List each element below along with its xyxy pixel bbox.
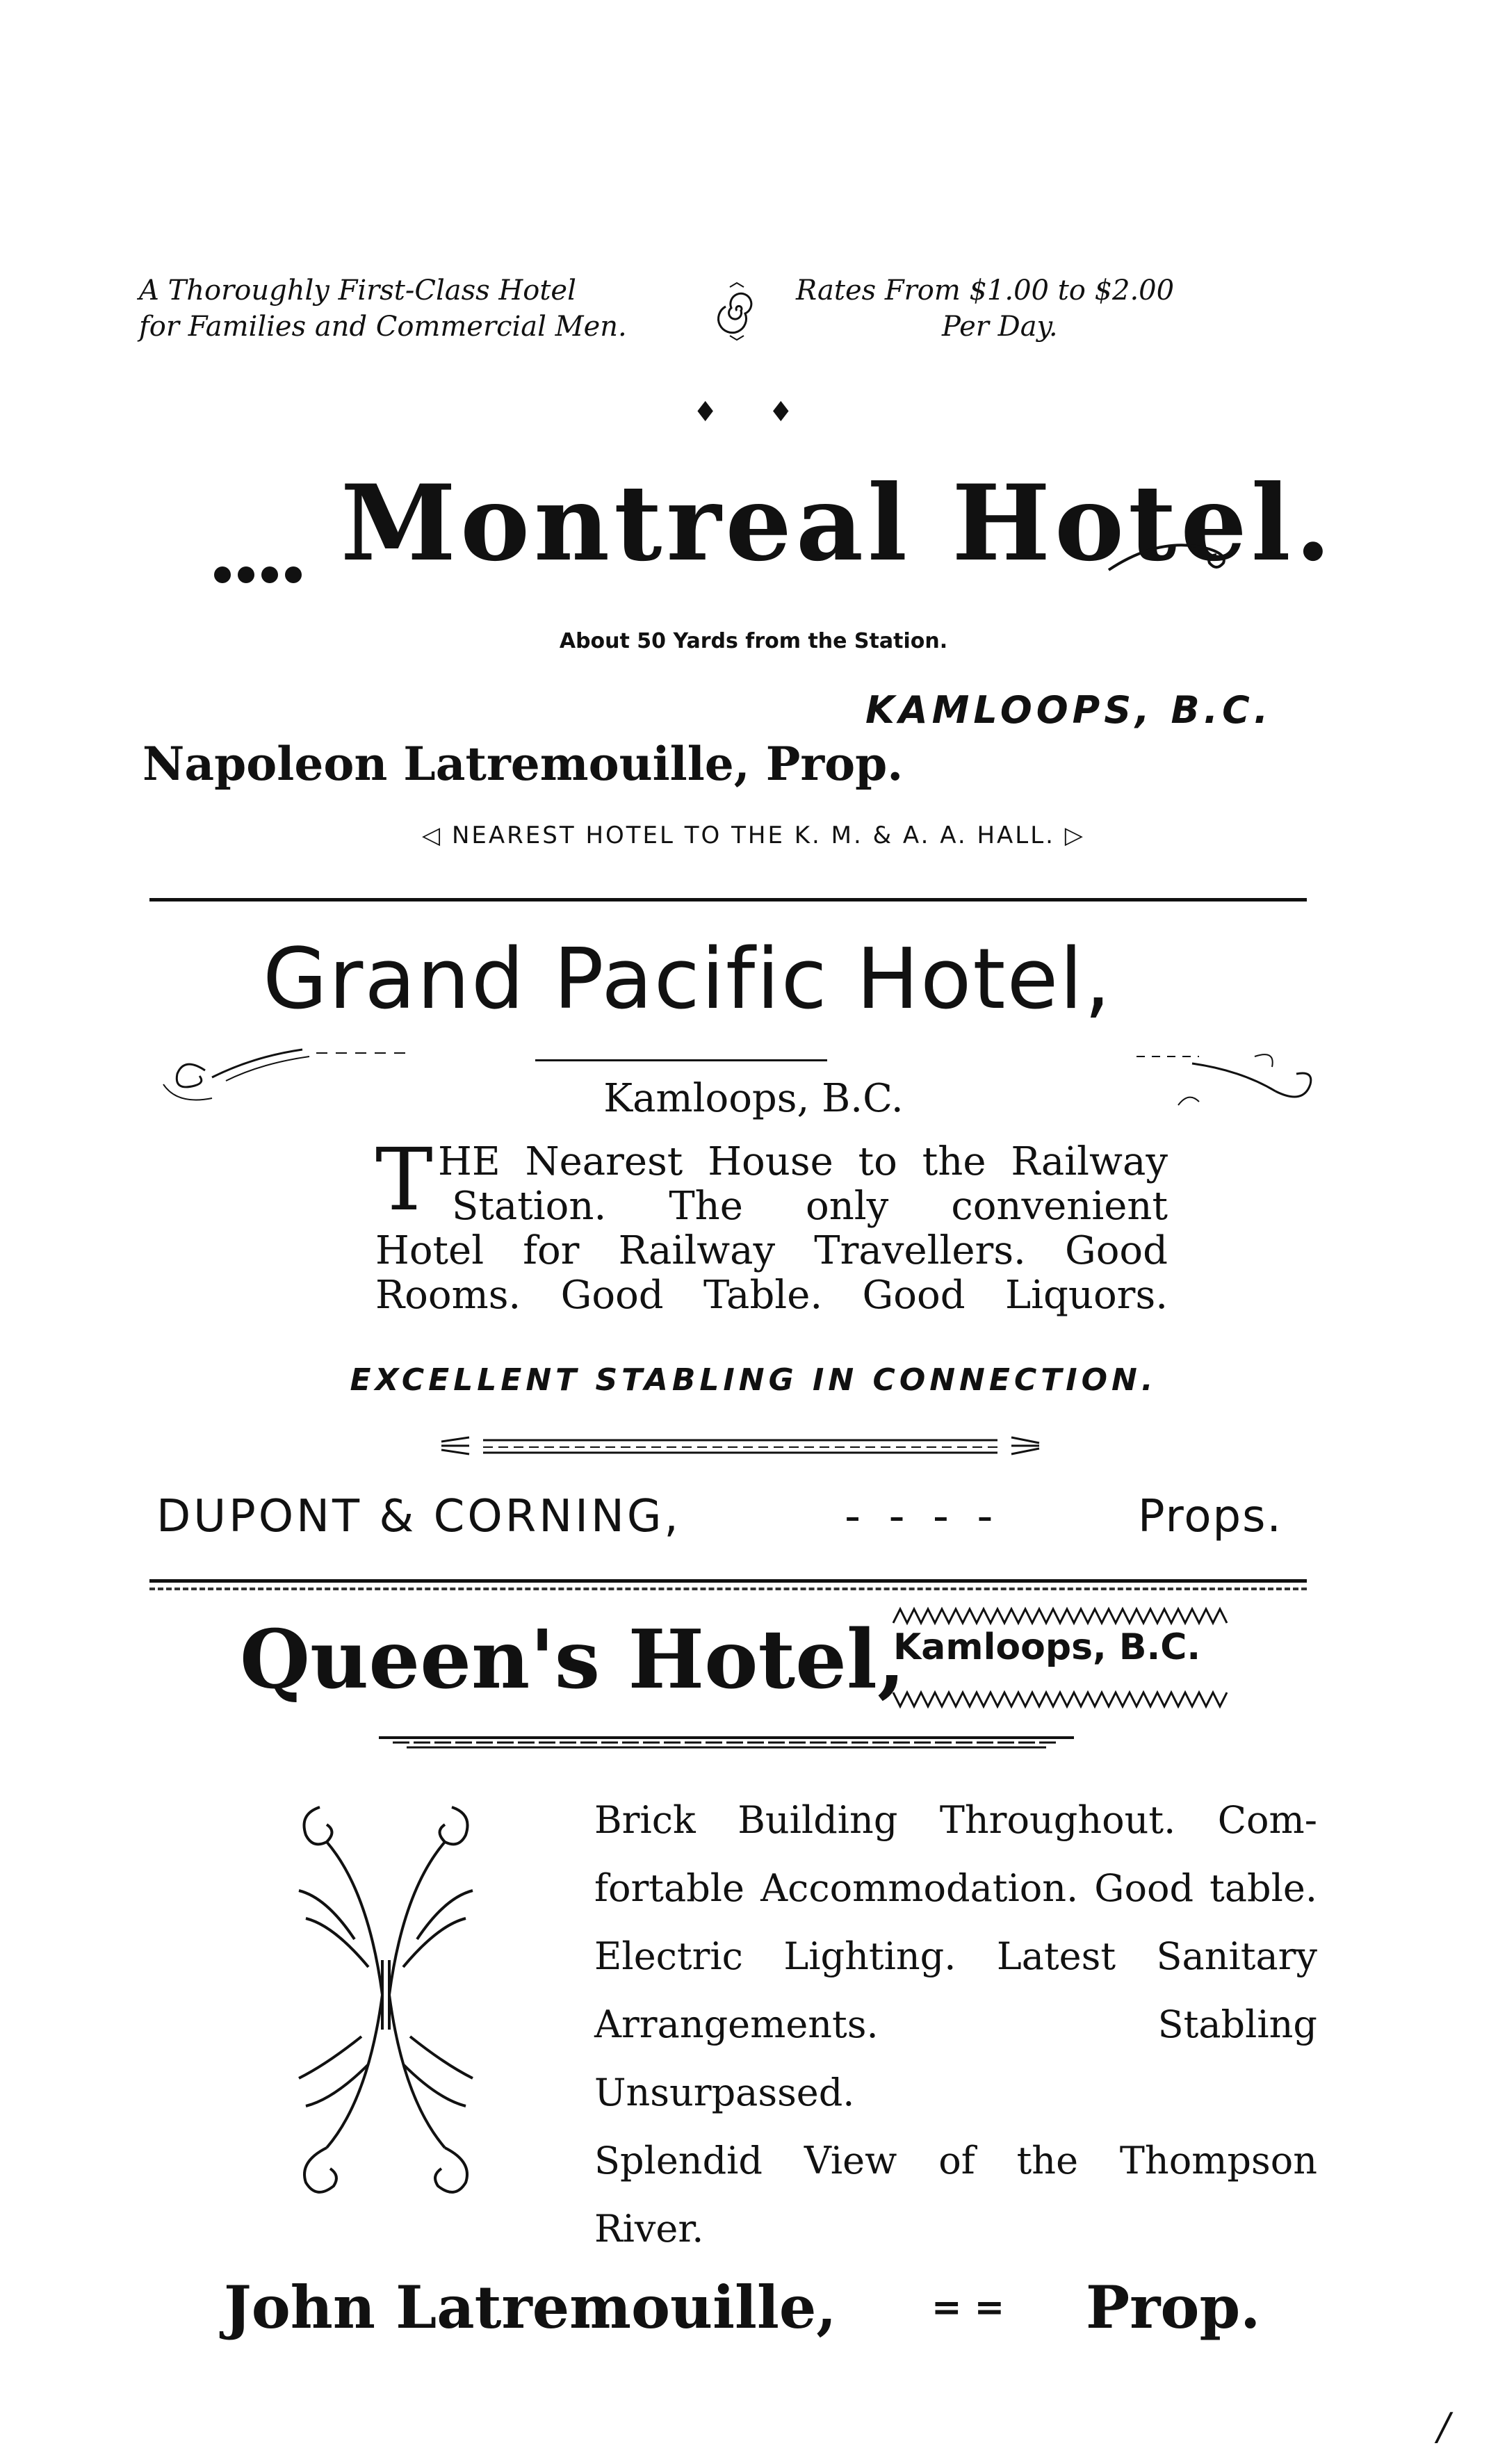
right-scroll-ornament-icon — [1123, 1043, 1331, 1115]
grand-pacific-stabling: EXCELLENT STABLING IN CONNECTION. — [350, 1362, 1157, 1398]
queens-description — [594, 1786, 1317, 2263]
queens-location: Kamloops, B.C. — [893, 1626, 1201, 1668]
montreal-hotel-name: Montreal Hotel. — [341, 462, 1335, 585]
queens-separator: = = — [931, 2287, 1005, 2328]
montreal-location: KAMLOOPS, B.C. — [865, 688, 1273, 732]
montreal-nearest-hotel — [0, 822, 1507, 849]
grand-pacific-proprietors: DUPONT & CORNING, — [156, 1491, 681, 1542]
queens-desc-line4: Arrangements. Stabling Unsurpassed. — [594, 2002, 1317, 2114]
queens-location-box — [890, 1606, 1237, 1710]
grand-pacific-desc-line3: Hotel for Railway Travellers. Good — [375, 1228, 1168, 1273]
queens-desc-line2: fortable Accommodation. Good table. — [594, 1866, 1317, 1910]
montreal-tagline-left — [139, 272, 627, 345]
location-rule — [535, 1059, 827, 1061]
section-divider-1 — [149, 898, 1307, 901]
zigzag-top-icon — [890, 1606, 1237, 1626]
grand-pacific-location: Kamloops, B.C. — [603, 1076, 904, 1121]
grand-pacific-dashes: - - - - — [845, 1491, 1000, 1542]
queens-hotel-name: Queen's Hotel, — [240, 1613, 906, 1707]
page-mark: / — [1437, 2405, 1451, 2449]
queens-desc-line6: River. — [594, 2207, 704, 2251]
montreal-tagline-right — [796, 272, 1174, 345]
spiral-ornament-icon — [716, 282, 758, 343]
montreal-distance: About 50 Yards from the Station. — [559, 629, 948, 653]
queens-proprietor: John Latremouille, — [224, 2273, 837, 2342]
queens-desc-line3: Electric Lighting. Latest Sanitary — [594, 1934, 1317, 1978]
montreal-rates: Rates From $1.00 to $2.00 — [796, 275, 1175, 307]
montreal-nearest-text: NEAREST HOTEL TO THE K. M. & A. A. HALL. — [452, 822, 1055, 849]
drop-cap: T — [375, 1130, 433, 1230]
grand-pacific-name: Grand Pacific Hotel, — [263, 931, 1112, 1028]
queens-prop-label: Prop. — [1086, 2273, 1261, 2342]
left-arrow-icon: ◁ — [422, 822, 443, 849]
braided-rule-icon — [379, 1731, 1074, 1754]
queens-desc-line1: Brick Building Throughout. Com- — [594, 1798, 1317, 1842]
montreal-tagline-left-line2: for Families and Commercial Men. — [139, 311, 627, 343]
double-line-ornament-icon — [427, 1432, 1053, 1462]
section-divider-2-dotted — [149, 1588, 1307, 1590]
montreal-diamonds: ♦ ♦ — [692, 396, 815, 428]
grand-pacific-description — [375, 1130, 1168, 1318]
montreal-leading-dots — [214, 566, 309, 583]
montreal-per-day: Per Day. — [942, 311, 1058, 343]
montreal-tagline-left-line1: A Thoroughly First-Class Hotel — [139, 275, 576, 307]
grand-pacific-props-label: Props. — [1138, 1491, 1282, 1542]
section-divider-2 — [149, 1579, 1307, 1583]
montreal-proprietor: Napoleon Latremouille, Prop. — [142, 737, 904, 791]
zigzag-bottom-icon — [890, 1689, 1237, 1710]
right-arrow-icon: ▷ — [1064, 822, 1085, 849]
grand-pacific-desc-line4: Rooms. Good Table. Good Liquors. — [375, 1273, 1168, 1318]
swash-flourish-icon — [1105, 528, 1237, 580]
lyre-ornament-icon — [285, 1786, 487, 2206]
grand-pacific-desc-line2: Station. The only convenient — [452, 1184, 1168, 1229]
queens-desc-line5: Splendid View of the Thompson — [594, 2139, 1317, 2182]
grand-pacific-desc-line1: HE Nearest House to the Railway — [438, 1139, 1168, 1184]
